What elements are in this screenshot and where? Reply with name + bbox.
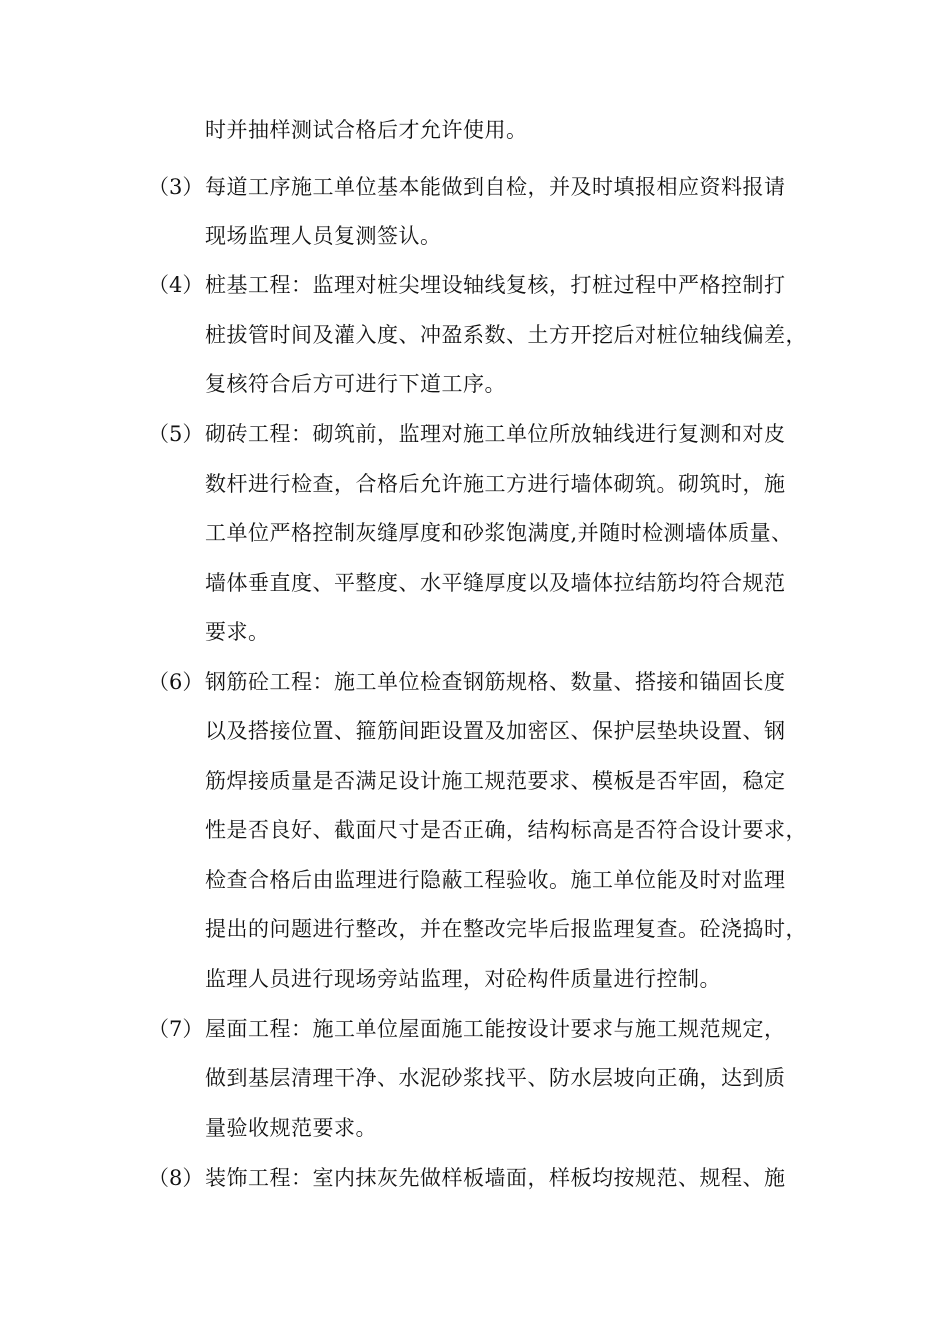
- text-line: 屋面工程：施工单位屋面施工能按设计要求与施工规范规定，: [205, 1017, 786, 1041]
- text-line: 墙体垂直度、平整度、水平缝厚度以及墙体拉结筋均符合规范: [205, 571, 786, 595]
- text-line: 检查合格后由监理进行隐蔽工程验收。施工单位能及时对监理: [205, 868, 786, 892]
- text-line: 量验收规范要求。: [205, 1116, 377, 1140]
- item-number-4: （4）: [148, 273, 204, 297]
- text-line: 现场监理人员复测签认。: [205, 224, 442, 248]
- text-line: 筋焊接质量是否满足设计施工规范要求、模板是否牢固，稳定: [205, 769, 786, 793]
- item-number-3: （3）: [148, 175, 204, 199]
- text-line: 提出的问题进行整改，并在整改完毕后报监理复查。砼浇捣时，: [205, 917, 807, 941]
- text-line: 工单位严格控制灰缝厚度和砂浆饱满度,并随时检测墙体质量、: [205, 521, 793, 545]
- text-line: 桩拔管时间及灌入度、冲盈系数、土方开挖后对桩位轴线偏差，: [205, 323, 807, 347]
- text-line: 每道工序施工单位基本能做到自检，并及时填报相应资料报请: [205, 175, 786, 199]
- text-line: 时并抽样测试合格后才允许使用。: [205, 118, 528, 142]
- item-number-8: （8）: [148, 1166, 204, 1190]
- text-line: 复核符合后方可进行下道工序。: [205, 372, 506, 396]
- text-line: 砌砖工程：砌筑前，监理对施工单位所放轴线进行复测和对皮: [205, 422, 786, 446]
- text-line: 要求。: [205, 620, 270, 644]
- text-line: 以及搭接位置、箍筋间距设置及加密区、保护层垫块设置、钢: [205, 719, 786, 743]
- text-line: 数杆进行检查，合格后允许施工方进行墙体砌筑。砌筑时，施: [205, 472, 786, 496]
- item-number-7: （7）: [148, 1017, 204, 1041]
- text-line: 桩基工程：监理对桩尖埋设轴线复核，打桩过程中严格控制打: [205, 273, 786, 297]
- text-line: 性是否良好、截面尺寸是否正确，结构标高是否符合设计要求，: [205, 818, 807, 842]
- text-line: 钢筋砼工程：施工单位检查钢筋规格、数量、搭接和锚固长度: [205, 670, 786, 694]
- item-number-5: （5）: [148, 422, 204, 446]
- item-number-6: （6）: [148, 670, 204, 694]
- text-line: 装饰工程：室内抹灰先做样板墙面，样板均按规范、规程、施: [205, 1166, 786, 1190]
- text-line: 做到基层清理干净、水泥砂浆找平、防水层坡向正确，达到质: [205, 1066, 786, 1090]
- text-line: 监理人员进行现场旁站监理，对砼构件质量进行控制。: [205, 967, 721, 991]
